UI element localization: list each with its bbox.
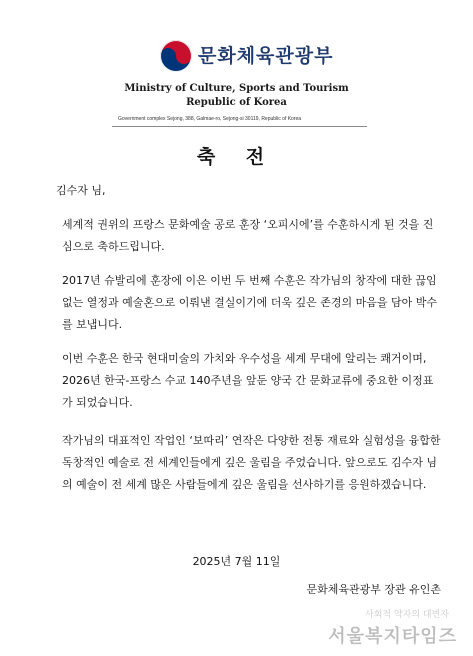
salutation: 김수자 님, [56,184,106,197]
paragraph-4: 작가님의 대표적인 작업인 ‘보따리’ 연작은 다양한 전통 재료와 실험성을 융합한 독창적인 예술로 전 세계인들에게 깊은 울림을 주었습니다. 앞으로도 김수자 님의 예술이 전 세계 많은 사람들에게 깊은 울림을 선사하기를 응원하겠습니다. [62,434,441,491]
taegeuk-logo-icon [160,40,192,72]
paragraph-2: 2017년 슈발리에 훈장에 이은 이번 두 번째 수훈은 작가님의 창작에 대한 끊임없는 열정과 예술혼으로 이뤄낸 결실이기에 더욱 깊은 존경의 마음을 담아 박수를 보냅니다. [62,274,437,331]
header-divider [112,126,367,127]
ministry-korean-name: 문화체육관광부 [198,45,334,67]
watermark-tagline: 사회적 약자의 대변자 [365,610,449,620]
ministry-english-name: Ministry of Culture, Sports and Tourism [124,83,349,94]
watermark-publisher: 서울복지타임즈 [328,626,457,647]
paragraph-3: 이번 수훈은 한국 현대미술의 가치와 우수성을 세계 무대에 알리는 쾌거이며, 2026년 한국-프랑스 수교 140주년을 앞둔 양국 간 문화교류에 중요한 이정표가 되었습니다. [62,352,434,409]
signer: 문화체육관광부 장관 유인촌 [306,583,441,596]
country-name: Republic of Korea [186,97,287,108]
letterhead [0,0,473,130]
ministry-address: Government complex Sejong, 388, Galmae-ro, Sejong-si 30119, Republic of Korea [118,116,302,122]
document-date: 2025년 7월 11일 [192,555,281,568]
document-title: 축 전 [196,146,277,168]
paragraph-1: 세계적 권위의 프랑스 문화예술 공로 훈장 ‘오피시에’를 수훈하시게 된 것을 진심으로 축하드립니다. [62,218,434,253]
